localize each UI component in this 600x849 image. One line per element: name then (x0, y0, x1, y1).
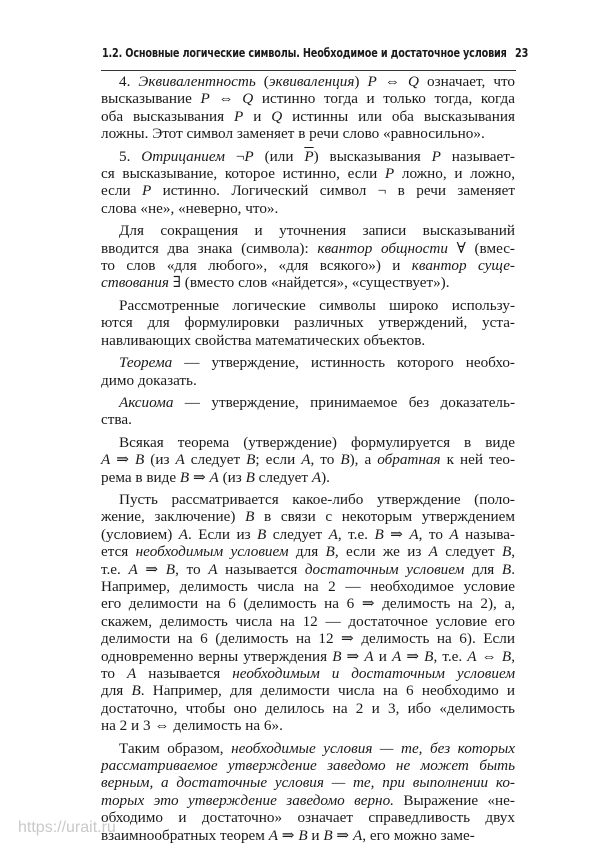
text-line: торых это утверждение заведомо верно. Выражение «не- (101, 791, 515, 809)
text-line: на 2 и 3 ⇔ делимость на 6». (101, 717, 283, 735)
text-line: ются для формулировки различных утверждений, уста- (101, 314, 515, 332)
page-number: 23 (515, 45, 529, 60)
text-line: Всякая теорема (утверждение) формулируется в виде (119, 433, 515, 451)
paragraph-p1 (101, 73, 515, 143)
text-line: Рассмотренные логические символы широко использу- (119, 296, 515, 314)
page-body (101, 73, 515, 844)
text-line: Теорема — утверждение, истинность которого необхо- (119, 354, 515, 372)
text-line: оба высказывания P и Q истинны или оба высказывания (101, 107, 515, 125)
text-line: если P истинно. Логический символ ¬ в речи заменяет (101, 182, 515, 200)
text-line: достаточно, чтобы оно делилось на 2 и 3, ибо «делимость (101, 699, 515, 717)
paragraph-p7 (101, 434, 515, 486)
text-line: взаимнообратных теорем A ⇒ B и B ⇒ A, его можно заме- (101, 826, 475, 844)
text-line: Аксиома — утверждение, принимаемое без доказатель- (119, 393, 515, 411)
text-line: Для сокращения и уточнения записи высказываний (119, 222, 515, 240)
text-line: то A называется необходимым и достаточным условием (101, 665, 516, 682)
text-line: ложны. Этот символ заменяет в речи слово «равносильно». (101, 125, 485, 143)
text-line: то слов «для любого», «для всякого») и квантор суще- (101, 257, 515, 275)
text-line: вводится два знака (символа): квантор общности ∀ (вмес- (101, 239, 515, 257)
paragraph-p4 (101, 297, 515, 349)
text-line: Например, делимость числа на 2 — необходимое условие (101, 577, 515, 595)
text-line: скажем, делимость числа на 12 — достаточное условие его (101, 612, 515, 630)
text-line: Пусть рассматривается какое-либо утверждение (поло- (119, 490, 515, 508)
text-line: (условием) A. Если из B следует A, т.е. B ⇒ A, то A называ- (101, 525, 515, 543)
text-line: Таким образом, необходимые условия — те, без которых (119, 739, 515, 757)
text-line: ствования ∃ (вместо слов «найдется», «существует»). (101, 274, 450, 292)
text-line: рема в виде B ⇒ A (из B следует A). (101, 468, 330, 486)
header-rule (101, 70, 516, 71)
running-title: 1.2. Основные логические символы. Необходимое и достаточное условия (102, 45, 507, 60)
text-line: обходимо и достаточно» означает справедливость двух (101, 809, 515, 827)
text-line: рассматриваемое утверждение заведомо не может быть (101, 757, 515, 775)
text-line: для B. Например, для делимости числа на 6 необходимо и (101, 682, 515, 700)
text-line: слова «не», «неверно, что». (101, 199, 279, 217)
paragraph-p9 (101, 740, 515, 844)
text-line: 5. Отрицанием ¬P (или $\overline{P}$) высказывания P называет- (119, 147, 515, 165)
watermark: https://urait.ru (18, 819, 116, 836)
text-line: ется необходимым условием для B, если же из A следует B, (101, 543, 516, 561)
paragraph-p5 (101, 354, 515, 389)
text-line: одновременно верны утверждения B ⇒ A и A ⇒ B, т.е. A ⇔ B, (101, 647, 515, 665)
text-line: ства. (101, 411, 132, 429)
text-line: 4. Эквивалентность (эквиваленция) P ⇔ Q означает, что (119, 73, 516, 90)
text-line: ся высказывание, которое истинно, если P ложно, и ложно, (101, 165, 515, 183)
paragraph-p8 (101, 491, 515, 735)
text-line: его делимости на 6 (делимость на 6 ⇒ делимость на 2), а, (101, 595, 515, 613)
text-line: жение, заключение) B в связи с некоторым утверждением (101, 508, 515, 526)
paragraph-p2 (101, 148, 515, 218)
text-line: т.е. A ⇒ B, то A называется достаточным условием для B. (101, 560, 515, 578)
text-line: A ⇒ B (из A следует B; если A, то B), а обратная к ней тео- (101, 451, 515, 469)
paragraph-p3 (101, 222, 515, 292)
text-line: навливающих свойства математических объектов. (101, 331, 426, 349)
paragraph-p6 (101, 394, 515, 429)
text-line: делимости на 6 (делимость на 12 ⇒ делимость на 6). Если (101, 630, 515, 648)
text-line: верным, а достаточные условия — те, при выполнении ко- (101, 774, 515, 792)
text-line: высказывание P ⇔ Q истинно тогда и только тогда, когда (101, 90, 515, 108)
running-header (102, 45, 529, 60)
text-line: димо доказать. (101, 371, 197, 389)
